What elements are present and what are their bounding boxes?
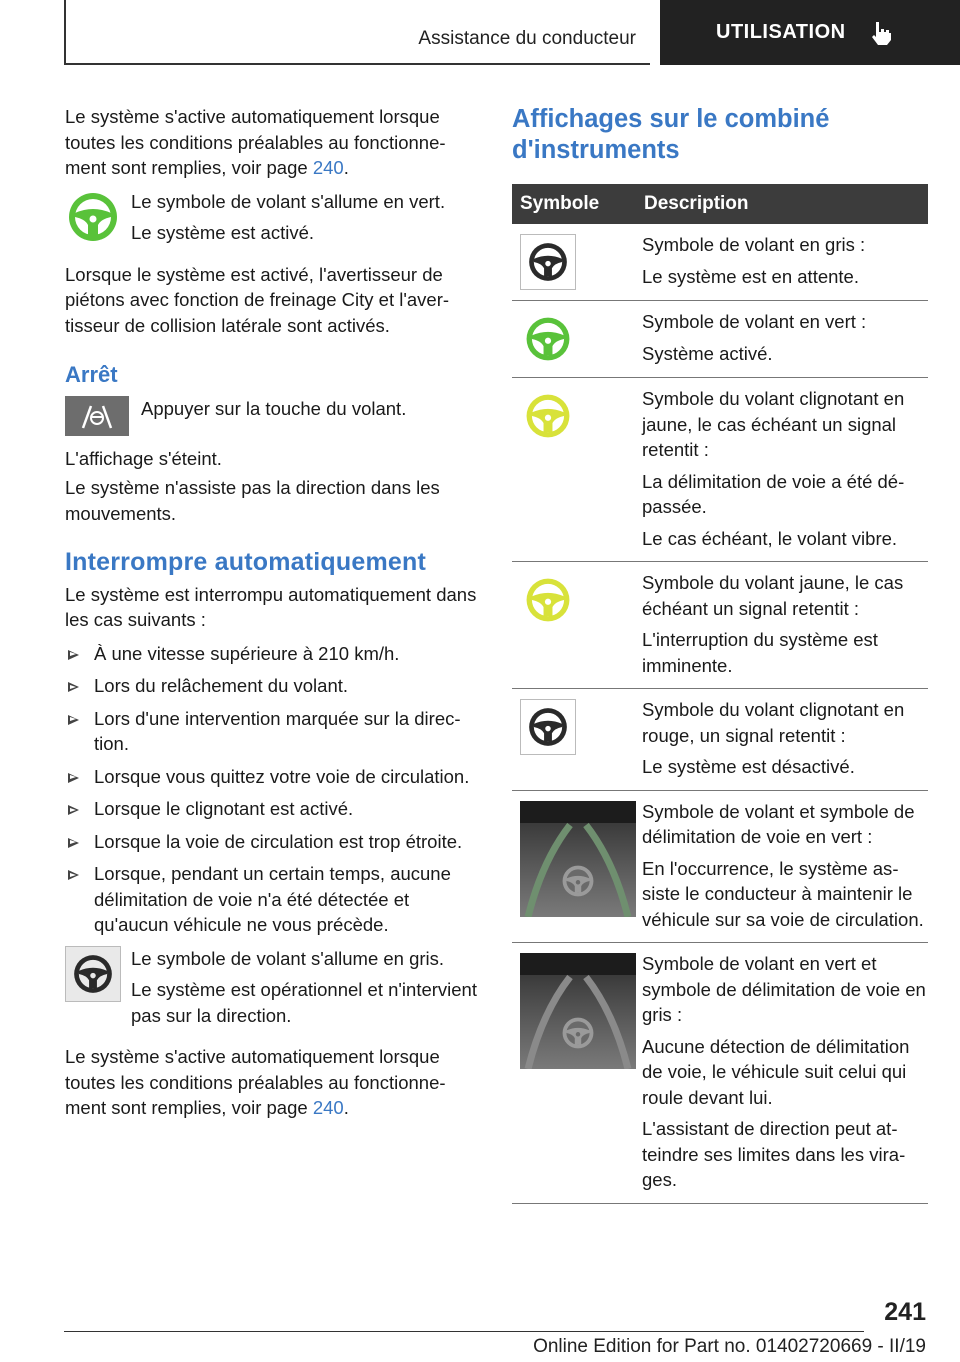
stop-button-row <box>65 396 477 436</box>
table-row <box>512 301 928 378</box>
table-header-row <box>512 184 928 224</box>
table-row <box>512 689 928 791</box>
symbol-cell <box>512 562 636 689</box>
table-row <box>512 790 928 943</box>
display-off-text: L'affichage s'éteint. <box>65 447 222 469</box>
steering-wheel-green-icon <box>520 311 576 367</box>
gray-line-1: Le symbole de volant s'allume en gris. <box>131 947 445 969</box>
description-line: Symbole du volant clignotant en rouge, un signal retentit : <box>642 699 905 746</box>
steering-wheel-gray-icon <box>520 234 576 290</box>
list-item: Lorsque, pendant un certain temps, aucune délimitation de voie n'a été détectée et qu'aucun véhicule ne vous précède. <box>65 861 477 938</box>
stop-text: Appuyer sur la touche du volant. <box>141 397 407 419</box>
green-line-1: Le symbole de volant s'allume en vert. <box>131 190 446 212</box>
table-row <box>512 378 928 562</box>
col-symbol-header: Symbole <box>512 184 636 224</box>
left-column <box>65 104 477 1129</box>
gray-line-2: Le système est opérationnel et n'intervient pas sur la direction. <box>131 979 477 1026</box>
interrupt-heading: Interrompre automatiquement <box>65 548 427 576</box>
description-line: Symbole de volant en vert : <box>642 311 867 332</box>
steering-wheel-yellow-icon <box>520 572 576 628</box>
lane-assist-button-icon <box>65 396 129 436</box>
description-line: Symbole de volant en vert et symbole de délimitation de voie en gris : <box>642 953 926 1025</box>
outro-paragraph <box>65 1044 477 1121</box>
steering-wheel-red-blinking-icon <box>520 699 576 755</box>
description-line: Aucune détection de délimitation de voie, le véhicule suit celui qui roule devant lui. <box>642 1035 910 1108</box>
right-column <box>512 104 928 1204</box>
description-cell <box>636 943 928 1204</box>
green-line-2: Le système est activé. <box>131 222 315 243</box>
table-row <box>512 224 928 301</box>
page-link-240[interactable]: 240 <box>312 157 344 178</box>
steering-wheel-green-icon <box>65 189 121 252</box>
green-symbol-row <box>65 189 477 252</box>
symbol-cell <box>512 301 636 378</box>
outro-text: Le système s'active automatiquement lorsque toutes les conditions préalables au fonctionnement sont remplies, voir page <box>65 1046 446 1118</box>
cluster-display-green-lanes-icon <box>520 801 636 917</box>
symbol-cell <box>512 943 636 1204</box>
interrupt-intro: Le système est interrompu automatiquement dans les cas suivants : <box>65 583 477 630</box>
list-item: À une vitesse supérieure à 210 km/h. <box>65 641 477 667</box>
description-line: En l'occurrence, le système assiste le conducteur à maintenir le véhicule sur sa voie de circulation. <box>642 857 924 930</box>
description-line: Symbole du volant clignotant en jaune, le cas échéant un signal retentit : <box>642 388 905 460</box>
description-cell <box>636 790 928 943</box>
header-section-title: Assistance du conducteur <box>418 28 636 49</box>
col-description-header: Description <box>636 184 928 224</box>
description-line: L'assistant de direction peut atteindre ses limites dans les virages. <box>642 1118 906 1190</box>
list-item: Lors d'une intervention marquée sur la direction. <box>65 706 477 757</box>
intro-period: . <box>343 157 349 178</box>
symbol-table <box>512 184 928 1204</box>
gray-symbol-row <box>65 946 477 1035</box>
description-line: Le cas échéant, le volant vibre. <box>642 527 898 549</box>
list-item: Lors du relâchement du volant. <box>65 673 477 699</box>
description-cell <box>636 562 928 689</box>
cluster-display-gray-lanes-icon <box>520 953 636 1069</box>
footer-edition: Online Edition for Part no. 01402720669 - II/19 <box>533 1336 926 1357</box>
description-cell <box>636 224 928 301</box>
description-line: Système activé. <box>642 342 773 364</box>
description-line: L'interruption du système est imminente. <box>642 629 878 676</box>
header-bottom-rule <box>64 63 650 65</box>
activated-paragraph: Lorsque le système est activé, l'avertisseur de piétons avec fonction de freinage City et l'avertisseur de collision latérale sont activés. <box>65 263 450 336</box>
header-chapter-label: UTILISATION <box>716 21 846 43</box>
description-line: La délimitation de voie a été dépassée. <box>642 470 905 517</box>
description-cell <box>636 378 928 562</box>
interrupt-list <box>65 641 477 938</box>
symbol-cell <box>512 790 636 943</box>
intro-paragraph <box>65 104 477 181</box>
list-item: Lorsque le clignotant est activé. <box>65 796 477 822</box>
description-cell <box>636 301 928 378</box>
description-line: Le système est en attente. <box>642 265 859 287</box>
description-cell <box>636 689 928 791</box>
hand-pointer-icon <box>868 20 894 46</box>
description-line: Le système est désactivé. <box>642 756 855 777</box>
symbol-cell <box>512 378 636 562</box>
intro-text: Le système s'active automatiquement lorsque toutes les conditions préalables au fonctionnement sont remplies, voir page <box>65 106 446 178</box>
symbol-cell <box>512 224 636 301</box>
table-row <box>512 943 928 1204</box>
steering-wheel-yellow-blinking-icon <box>520 388 576 444</box>
page-number: 241 <box>884 1298 926 1326</box>
no-assist-text: Le système n'assiste pas la direction dans les mouvements. <box>65 477 440 524</box>
footer-rule <box>64 1331 864 1332</box>
page-link-240[interactable]: 240 <box>312 1097 344 1118</box>
list-item: Lorsque la voie de circulation est trop étroite. <box>65 829 477 855</box>
section-title: Affichages sur le combiné d'instruments <box>512 105 830 164</box>
symbol-cell <box>512 689 636 791</box>
stop-heading: Arrêt <box>65 362 118 387</box>
header-chapter-tab <box>660 0 960 65</box>
list-item: Lorsque vous quittez votre voie de circulation. <box>65 764 477 790</box>
outro-period: . <box>343 1097 349 1118</box>
steering-wheel-gray-icon <box>65 946 121 1002</box>
description-line: Symbole de volant en gris : <box>642 234 866 255</box>
description-line: Symbole du volant jaune, le cas échéant un signal retentit : <box>642 572 904 619</box>
description-line: Symbole de volant et symbole de délimitation de voie en vert : <box>642 800 915 847</box>
table-row <box>512 562 928 689</box>
